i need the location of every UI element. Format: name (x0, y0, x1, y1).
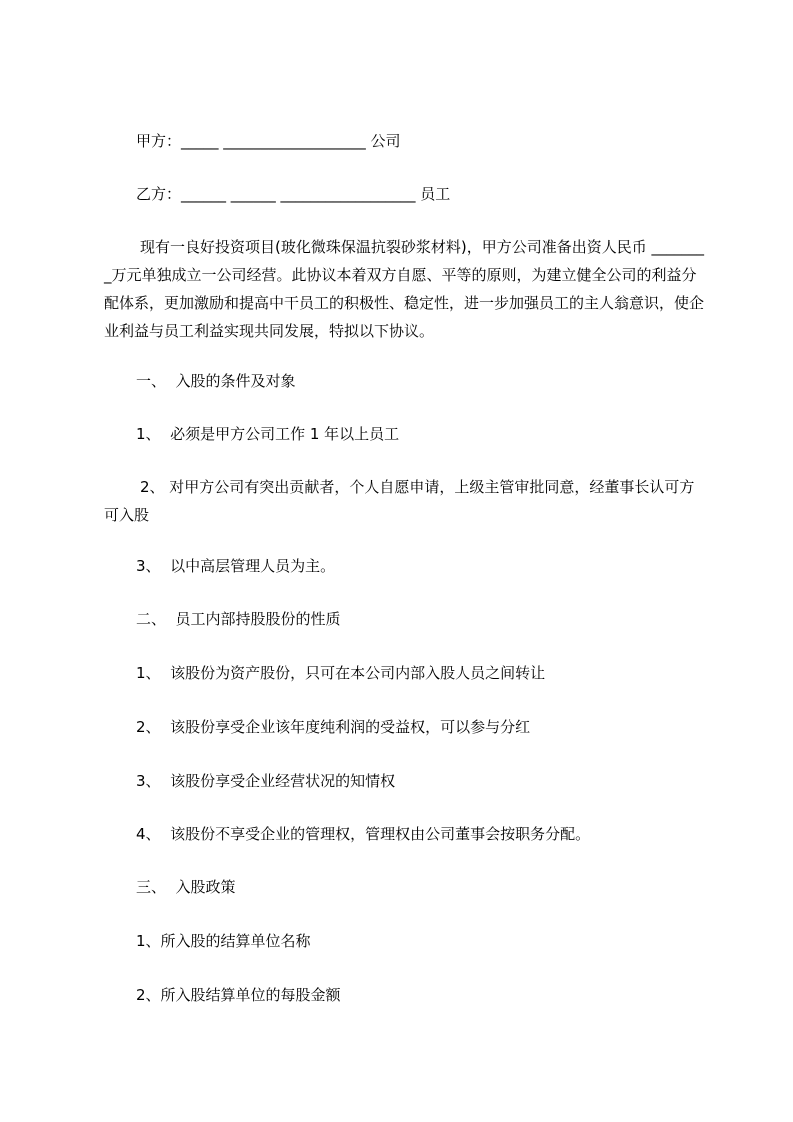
list-item (104, 473, 704, 529)
list-item: 3、 该股份享受企业经营状况的知情权 (136, 772, 396, 790)
section-heading-2: 二、 员工内部持股股份的性质 (136, 610, 341, 628)
list-item: 2、所入股结算单位的每股金额 (136, 986, 341, 1004)
intro-text: 现有一良好投资项目(玻化微珠保温抗裂砂浆材料)，甲方公司准备出资人民币 ________万元单独成立一公司经营。此协议本着双方自愿、平等的原则，为建立健全公司的利益分配体系，更加激励和提高中干员工的积极性、稳定性，进一步加强员工的主人翁意识，使企业利益与员工利益实现共同发展，特拟以下协议。 (104, 238, 705, 340)
intro-paragraph (104, 233, 704, 345)
list-item: 4、 该股份不享受企业的管理权，管理权由公司董事会按职务分配。 (136, 825, 591, 843)
party-b-line: 乙方：______ ______ __________________ 员工 (136, 185, 451, 203)
list-item: 1、所入股的结算单位名称 (136, 932, 311, 950)
list-item: 2、 该股份享受企业该年度纯利润的受益权，可以参与分红 (136, 718, 531, 736)
section-heading-3: 三、 入股政策 (136, 878, 236, 896)
list-item: 1、 必须是甲方公司工作 1 年以上员工 (136, 425, 400, 443)
list-item: 3、 以中高层管理人员为主。 (136, 557, 336, 575)
party-a-line: 甲方：_____ ___________________ 公司 (136, 132, 401, 150)
list-item-text: 2、 对甲方公司有突出贡献者，个人自愿申请，上级主管审批同意，经董事长认可方可入股 (104, 478, 695, 524)
list-item: 1、 该股份为资产股份，只可在本公司内部入股人员之间转让 (136, 664, 546, 682)
section-heading-1: 一、 入股的条件及对象 (136, 372, 296, 390)
